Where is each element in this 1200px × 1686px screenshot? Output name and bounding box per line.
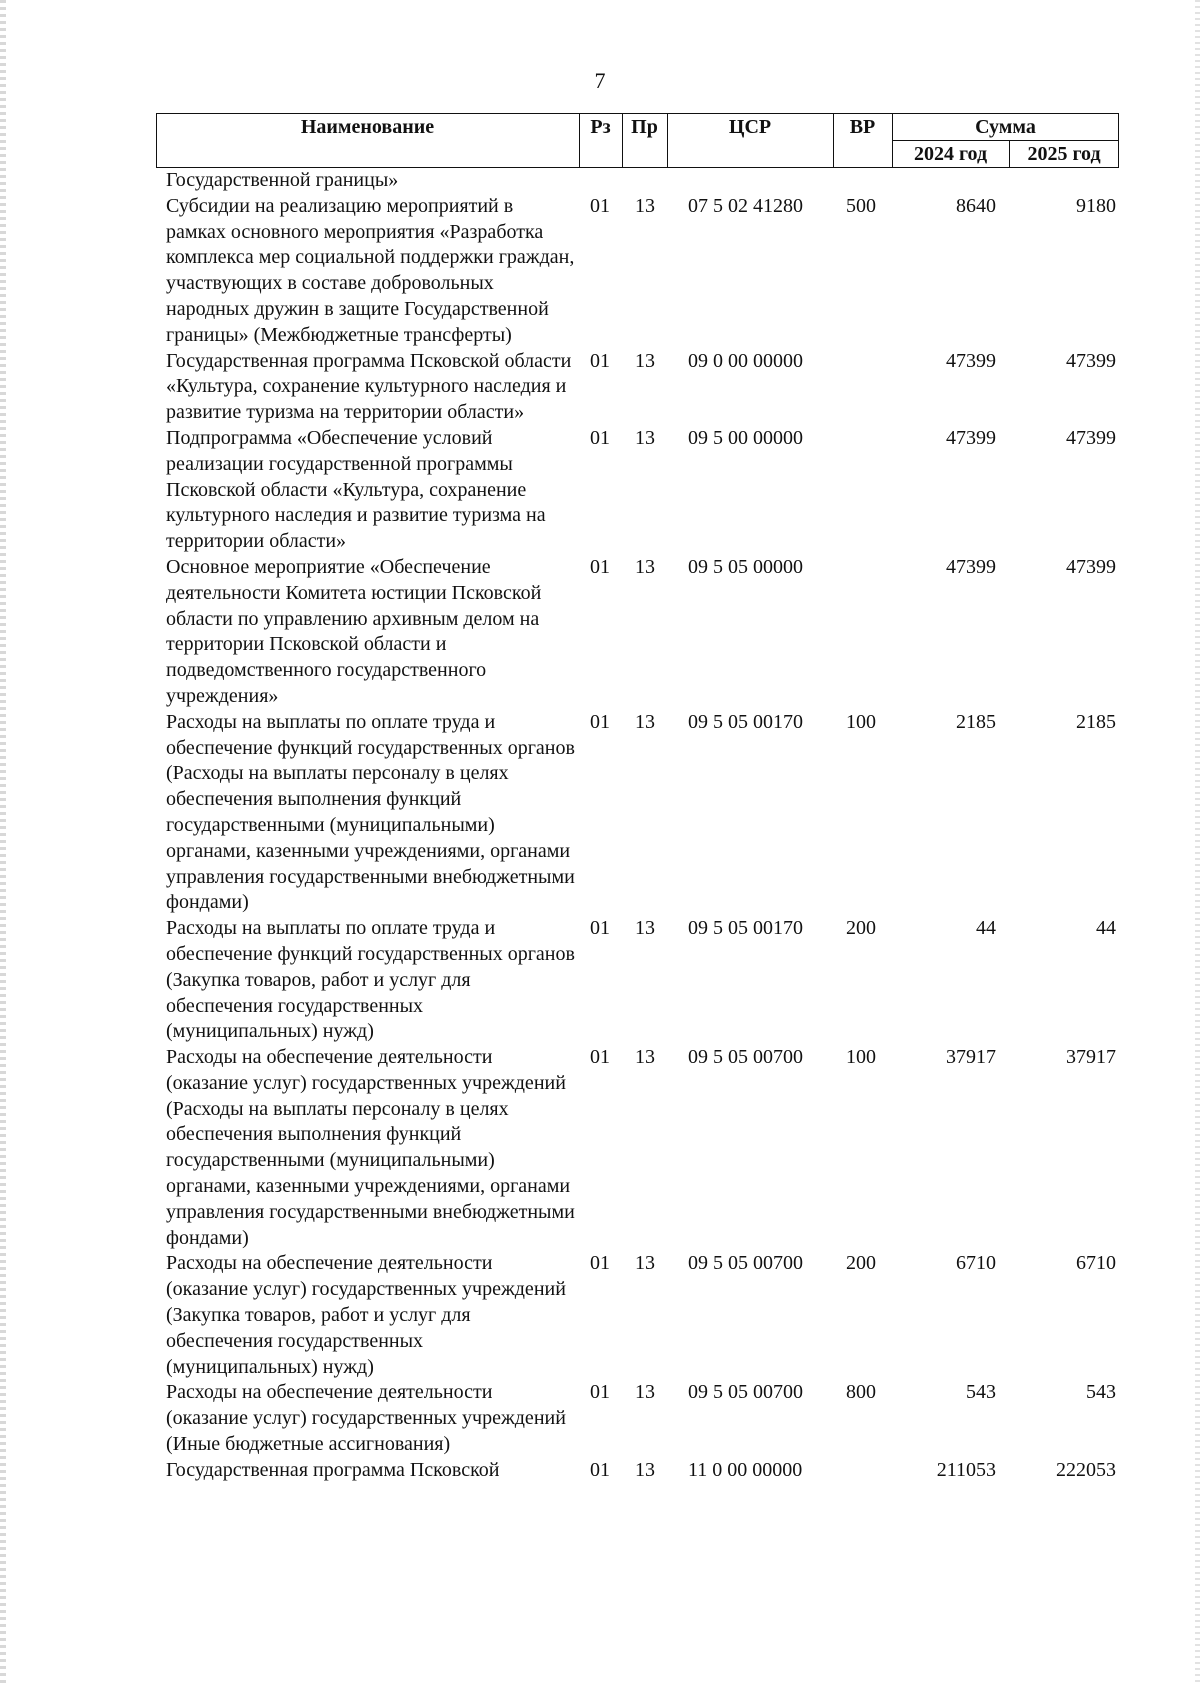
row-sum-2024: 44 (976, 917, 996, 940)
row-rz: 01 (590, 1458, 610, 1481)
row-vr: 200 (846, 917, 876, 940)
row-sum-2025: 2185 (1076, 710, 1116, 733)
row-csr: 09 5 05 00000 (688, 555, 803, 578)
row-pr: 13 (635, 1046, 655, 1069)
row-sum-2025: 9180 (1076, 194, 1116, 217)
table-header (156, 113, 1119, 168)
row-vr: 100 (846, 710, 876, 733)
row-sum-2025: 6710 (1076, 1252, 1116, 1275)
row-rz: 01 (590, 710, 610, 733)
row-sum-2024: 211053 (936, 1458, 996, 1481)
header-name: Наименование (300, 116, 435, 138)
row-sum-2024: 47399 (946, 426, 996, 449)
row-vr: 800 (846, 1381, 876, 1404)
row-name: Расходы на выплаты по оплате труда и обеспечение функций государственных органов (Закупка товаров, работ и услуг для обеспечения государственных (муниципальных) нужд) (166, 917, 575, 1043)
row-name: Государственной границы» (166, 169, 399, 191)
header-rz: Рз (590, 116, 611, 138)
row-name: Основное мероприятие «Обеспечение деятельности Комитета юстиции Псковской области по управлению архивным делом на территории Псковской области и подведомственного государственного учреждения» (166, 555, 542, 707)
row-sum-2024: 47399 (946, 555, 996, 578)
row-csr: 09 5 05 00700 (688, 1252, 803, 1275)
table-row-continuation (0, 168, 1200, 194)
row-pr: 13 (635, 917, 655, 940)
row-vr: 100 (846, 1046, 876, 1069)
row-vr: 500 (846, 194, 876, 217)
row-pr: 13 (635, 710, 655, 733)
row-sum-2025: 47399 (1066, 426, 1116, 449)
row-sum-2025: 543 (1086, 1381, 1116, 1404)
row-name: Субсидии на реализацию мероприятий в рамках основного мероприятия «Разработка комплекса мер социальной поддержки граждан, участвующих в составе добровольных народных дружин в защите Государственной границы» (Межбюджетные трансферты) (166, 194, 575, 346)
row-csr: 11 0 00 00000 (688, 1458, 803, 1481)
row-sum-2025: 47399 (1066, 555, 1116, 578)
table-row (0, 916, 1200, 1045)
row-sum-2025: 222053 (1056, 1458, 1116, 1481)
row-sum-2024: 6710 (956, 1252, 996, 1275)
table-row (0, 426, 1200, 555)
table-row (0, 349, 1200, 426)
row-sum-2024: 8640 (956, 194, 996, 217)
table-row (0, 1458, 1200, 1484)
table-row (0, 194, 1200, 349)
row-pr: 13 (635, 426, 655, 449)
row-rz: 01 (590, 1252, 610, 1275)
header-vr: ВР (849, 116, 876, 138)
row-rz: 01 (590, 426, 610, 449)
row-name: Подпрограмма «Обеспечение условий реализации государственной программы Псковской области «Культура, сохранение культурного наследия и развитие туризма на территории области» (166, 426, 546, 553)
row-sum-2024: 543 (966, 1381, 996, 1404)
row-sum-2024: 37917 (946, 1046, 996, 1069)
row-csr: 09 5 05 00170 (688, 917, 803, 940)
page-number: 7 (594, 68, 606, 93)
table-row (0, 1045, 1200, 1251)
table-body (0, 168, 1200, 1484)
row-csr: 09 0 00 00000 (688, 349, 803, 372)
row-csr: 09 5 05 00170 (688, 710, 803, 733)
row-rz: 01 (590, 194, 610, 217)
row-sum-2025: 47399 (1066, 349, 1116, 372)
header-csr: ЦСР (728, 116, 772, 138)
table-row (0, 555, 1200, 710)
row-pr: 13 (635, 1252, 655, 1275)
row-name: Расходы на выплаты по оплате труда и обеспечение функций государственных органов (Расходы на выплаты персоналу в целях обеспечения выполнения функций государственными (муниципальными) органами, казенными учреждениями, органами управления государственными внебюджетными фондами) (166, 710, 575, 914)
row-csr: 09 5 05 00700 (688, 1046, 803, 1069)
row-rz: 01 (590, 917, 610, 940)
row-name: Расходы на обеспечение деятельности (оказание услуг) государственных учреждений (Расходы на выплаты персоналу в целях обеспечения выполнения функций государственными (муниципальными) органами, казенными учреждениями, органами управления государственными внебюджетными фондами) (166, 1046, 575, 1249)
table-row (0, 1380, 1200, 1457)
table-row (0, 710, 1200, 916)
row-pr: 13 (635, 194, 655, 217)
row-name: Государственная программа Псковской области «Культура, сохранение культурного наследия и развитие туризма на территории области» (166, 349, 572, 424)
row-rz: 01 (590, 1046, 610, 1069)
row-csr: 07 5 02 41280 (688, 194, 803, 217)
row-rz: 01 (590, 1381, 610, 1404)
row-name: Расходы на обеспечение деятельности (оказание услуг) государственных учреждений (Иные бюджетные ассигнования) (166, 1381, 566, 1456)
row-pr: 13 (635, 1381, 655, 1404)
header-year-2024: 2024 год (913, 143, 988, 165)
row-sum-2025: 37917 (1066, 1046, 1116, 1069)
row-sum-2025: 44 (1096, 917, 1116, 940)
row-name: Расходы на обеспечение деятельности (оказание услуг) государственных учреждений (Закупка товаров, работ и услуг для обеспечения государственных (муниципальных) нужд) (166, 1252, 566, 1378)
row-rz: 01 (590, 349, 610, 372)
row-pr: 13 (635, 349, 655, 372)
row-name: Государственная программа Псковской (166, 1458, 500, 1481)
row-csr: 09 5 00 00000 (688, 426, 803, 449)
row-pr: 13 (635, 555, 655, 578)
row-csr: 09 5 05 00700 (688, 1381, 803, 1404)
row-pr: 13 (635, 1458, 655, 1481)
row-sum-2024: 47399 (946, 349, 996, 372)
header-pr: Пр (631, 116, 658, 138)
table-row (0, 1251, 1200, 1380)
row-rz: 01 (590, 555, 610, 578)
row-vr: 200 (846, 1252, 876, 1275)
header-sum: Сумма (975, 116, 1036, 138)
row-sum-2024: 2185 (956, 710, 996, 733)
header-year-2025: 2025 год (1027, 143, 1101, 165)
